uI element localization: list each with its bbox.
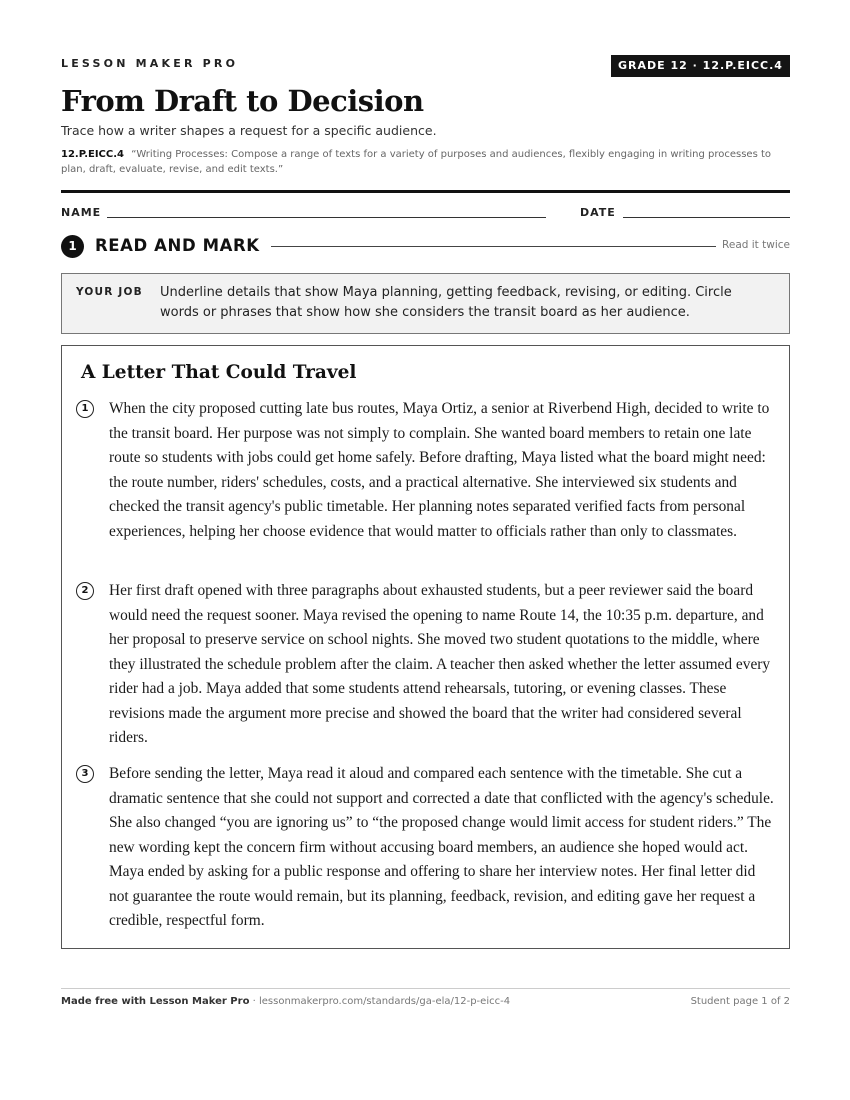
instructions-label: YOUR JOB [76, 286, 143, 298]
section-header [61, 235, 790, 259]
footer-divider [61, 988, 790, 989]
section-rule [271, 246, 716, 247]
brand-name: LESSON MAKER PRO [61, 57, 239, 70]
grade-badge: GRADE 12 · 12.P.EICC.4 [611, 55, 790, 77]
footer-link[interactable]: · lessonmakerpro.com/standards/ga-ela/12-p-eicc-4 [249, 996, 511, 1007]
section-title: READ AND MARK [95, 236, 260, 255]
reading-passage [61, 345, 790, 949]
date-label: DATE [580, 206, 616, 219]
standard-description [61, 147, 790, 177]
paragraph-number: 1 [76, 400, 94, 418]
instructions-box [61, 273, 790, 334]
page-title: From Draft to Decision [61, 84, 424, 118]
paragraph-text: Before sending the letter, Maya read it aloud and compared each sentence with the timetable. She cut a dramatic sentence that she could not support and corrected a date that conflicted with the agency's schedule. She also changed “you are ignoring us” to “the proposed change would limit access for student riders.” The new wording kept the concern firm without accusing board members, an audience she hoped would act. Maya ended by asking for a public response and offering to share her interview notes. Her final letter did not guarantee the route would remain, but its planning, feedback, revision, and editing gave her request a credible, respectful form. [109, 765, 774, 929]
name-label: NAME [61, 206, 102, 219]
standard-text: “Writing Processes: Compose a range of texts for a variety of purposes and audiences, flexibly engaging in writing processes to plan, draft, evaluate, revise, and edit texts.” [61, 149, 772, 175]
footer-page-number: Student page 1 of 2 [690, 996, 790, 1007]
page-subtitle: Trace how a writer shapes a request for a specific audience. [61, 123, 437, 138]
paragraph-text: When the city proposed cutting late bus routes, Maya Ortiz, a senior at Riverbend High, decided to write to the transit board. Her purpose was not simply to complain. She wanted board members to retain one late route so students with jobs could get home safely. Before drafting, Maya listed what the board might need: the route number, riders' schedules, costs, and a practical alternative. She interviewed six students and checked the transit agency's public timetable. Her planning notes separated verified facts from personal experiences, helping her choose evidence that would matter to officials rather than only to classmates. [109, 400, 770, 540]
footer-made-with: Made free with Lesson Maker Pro [61, 996, 250, 1007]
name-line[interactable] [107, 217, 546, 218]
paragraph-text: Her first draft opened with three paragraphs about exhausted students, but a peer reviewer said the board would need the request sooner. Maya revised the opening to name Route 14, the 10:35 p.m. departure, and her proposal to preserve service on school nights. She moved two student quotations to the middle, where they illustrated the schedule problem after the claim. A teacher then asked whether the letter assumed every rider had a job. Maya added that some students attend rehearsals, tutoring, or evening classes. These revisions made the argument more precise and showed the board that the writer had considered several riders. [109, 582, 771, 746]
paragraph-number: 2 [76, 582, 94, 600]
name-date-row [61, 205, 790, 225]
instructions-text: Underline details that show Maya planning, getting feedback, revising, or editing. Circle words or phrases that show how she considers the transit board as her audience. [160, 285, 732, 320]
worksheet-page [61, 0, 790, 1100]
footer-credit [61, 996, 510, 1007]
paragraph-number: 3 [76, 765, 94, 783]
section-note: Read it twice [722, 239, 790, 251]
header-divider [61, 190, 790, 193]
standard-code: 12.P.EICC.4 [61, 149, 124, 160]
section-number-badge: 1 [61, 235, 84, 258]
date-line[interactable] [623, 217, 790, 218]
passage-title: A Letter That Could Travel [81, 362, 357, 383]
